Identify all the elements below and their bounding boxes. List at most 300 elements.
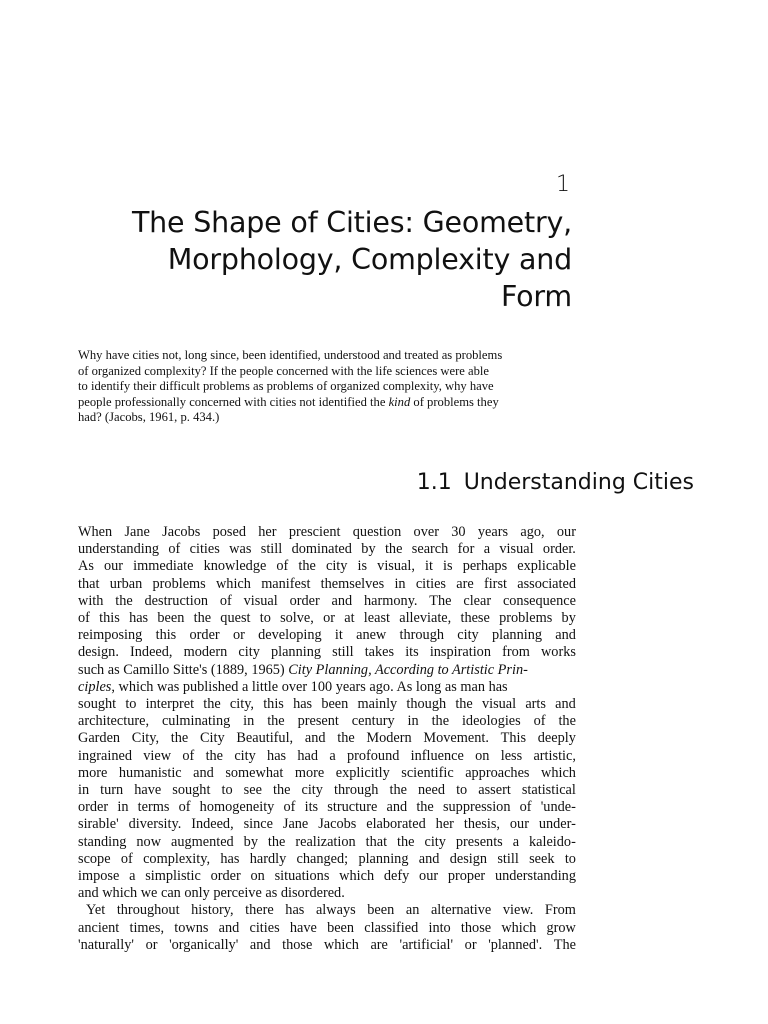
word: of [533,713,546,730]
word: more [294,764,325,781]
epigraph-line [78,395,578,411]
word: the [193,610,212,627]
word: 'planned'. [488,936,543,953]
word: design [449,850,488,867]
word: present [297,713,339,730]
word: 'unde- [540,799,576,816]
word: reimposing [78,627,143,644]
word: associated [517,575,576,592]
word: inspiration [429,644,491,661]
word: city [424,833,446,850]
word: dominated [291,541,352,558]
text-line [78,937,576,954]
word: first [483,575,507,592]
word: the [115,592,133,609]
word: the [203,696,221,713]
word: an [405,902,420,919]
word: city [238,644,260,661]
word: is [357,558,368,575]
word: visual, [377,558,415,575]
word: which [215,575,251,592]
word: planning [358,850,409,867]
word: our [103,558,124,575]
word: artistic, [533,747,576,764]
word: This [500,730,527,747]
word: of [283,799,296,816]
word: which [541,764,576,781]
word: those [460,919,492,936]
word: augmented [170,833,234,850]
word: search [411,541,449,558]
text-line [78,713,576,730]
word: on [250,868,265,885]
word: 'naturally' [78,936,134,953]
word: turn [100,782,124,799]
word: of [276,558,289,575]
text-line [78,920,576,937]
word: and [304,730,326,747]
word: classified [364,919,419,936]
word: the [205,747,224,764]
word: alleviate, [399,610,452,627]
word: suppression [442,799,511,816]
word: clear [463,592,492,609]
word: elaborated [366,816,426,833]
word: the [384,541,403,558]
word: understanding [78,541,159,558]
word: cities [415,575,446,592]
word: its [405,644,419,661]
epigraph-text: people professionally concerned with cities not identified the [78,394,389,409]
word: interpret [145,696,195,713]
word: has [293,696,313,713]
text-line: and which we can only perceive as disordered. [78,885,345,902]
section-number: 1.1 [416,470,452,495]
word: order [210,868,241,885]
text-line [78,868,576,885]
word: influence [410,747,464,764]
word: knowledge [203,558,267,575]
word: themselves [320,575,385,592]
text-line [78,902,576,919]
word: from [502,644,530,661]
text-line [78,782,576,799]
word: assert [478,782,511,799]
epigraph-line: of organized complexity? If the people concerned with the life sciences were able [78,363,489,378]
word: takes [364,644,395,661]
word: hardly [249,850,287,867]
word: been [367,902,395,919]
word: of [78,610,90,627]
chapter-title-line: The Shape of Cities: Geometry, [131,206,572,239]
word: in [78,782,90,799]
word: ago, [520,524,545,540]
word: quest [220,610,251,627]
epigraph-line: had? (Jacobs, 1961, p. 434.) [78,410,220,425]
word: less [500,747,523,764]
word: in [243,713,255,730]
word: the [416,799,434,816]
text-line [78,816,576,833]
word: through [333,782,379,799]
word: When [78,524,113,540]
word: and [418,850,440,867]
word: the [267,833,286,850]
chapter-number: 1 [556,172,570,197]
word: city [234,747,256,764]
word: still [332,644,354,661]
word: Beautiful, [236,730,294,747]
word: years [477,524,509,540]
word: that [78,575,100,592]
word: realization [295,833,356,850]
word: are [456,575,474,592]
word: and [555,627,576,644]
word: more [78,764,108,781]
word: still [260,541,283,558]
text-line [78,748,576,765]
word: city [301,782,323,799]
text-line [78,593,576,610]
word: there [245,902,274,919]
word: humanistic [118,764,182,781]
body-text [78,524,576,954]
word: proper [447,868,486,885]
word: the [455,696,473,713]
word: scope [78,850,111,867]
word: and [249,936,271,953]
word: explicitly [335,764,390,781]
word: and [218,919,240,936]
word: solve, [280,610,314,627]
word: our [419,868,439,885]
word: under- [538,816,576,833]
word: the [337,730,355,747]
word: Yet [86,902,106,919]
word: manifest [261,575,311,592]
word: by [561,610,576,627]
text-line [78,679,576,696]
word: the [431,713,450,730]
word: or [145,936,158,953]
word: over [413,524,439,540]
word: culminating [161,713,231,730]
section-title: Understanding Cities [463,470,694,495]
word: standing [78,833,127,850]
epigraph-line: to identify their difficult problems as problems of organized complexity, why have [78,379,494,394]
word: ancient [78,919,120,936]
word: ideologies [461,713,521,730]
word: the [267,713,285,730]
word: has [285,902,305,919]
word: visual [499,541,534,558]
word: has [220,850,240,867]
word: immediate [133,558,194,575]
word: its [304,799,319,816]
word: modern [183,644,228,661]
text-line [78,851,576,868]
word: always [315,902,356,919]
word: simplistic [145,868,201,885]
word: this [155,627,177,644]
word: or [323,610,335,627]
word: scientific [401,764,454,781]
word: to [125,696,137,713]
word: had [297,747,319,764]
word: changed; [296,850,349,867]
word: 30 [451,524,466,540]
word: 'artificial' [399,936,454,953]
word: terms [137,799,170,816]
word: has [267,747,287,764]
text-run: , which was published a little over 100 years ago. As long as man has [111,678,508,695]
word: defy [383,868,410,885]
word: century [351,713,395,730]
word: arts [525,696,546,713]
text-line [78,524,576,541]
text-line [78,765,576,782]
word: the [558,713,576,730]
word: or [464,936,477,953]
word: developing [258,627,322,644]
word: complexity, [143,850,211,867]
chapter-title-line: Form [501,280,572,313]
word: Garden [78,730,121,747]
word: architecture, [78,713,150,730]
word: the [170,730,189,747]
epigraph-emphasis: kind [388,394,411,409]
word: sought [78,696,117,713]
word: a [512,833,520,850]
book-title: ciples [78,678,112,695]
word: view [143,747,172,764]
word: view. [502,902,534,919]
word: by [361,541,376,558]
word: has [129,610,149,627]
text-line [78,558,576,575]
chapter-title-line: Morphology, Complexity and [167,243,572,276]
word: to [221,782,233,799]
word: prescient [288,524,341,540]
word: see [243,782,262,799]
word: Jacobs [318,816,357,833]
word: explicable [517,558,576,575]
word: problems [152,575,206,592]
book-title: City Planning, According to Artistic Prin- [288,661,528,678]
word: deeply [537,730,576,747]
word: harmony. [364,592,418,609]
word: a [129,868,136,885]
text-line [78,730,576,747]
word: are [370,936,388,953]
word: City, [131,730,160,747]
word: to [259,610,271,627]
word: for [457,541,475,558]
word: Modern [366,730,412,747]
word: consequence [502,592,576,609]
word: understanding [494,868,576,885]
word: anew [356,627,387,644]
word: with [78,592,104,609]
word: it [334,627,343,644]
text-line [78,627,576,644]
word: order [289,592,320,609]
word: The [429,592,452,609]
word: was [229,541,252,558]
word: statistical [521,782,576,799]
word: impose [78,868,120,885]
word: those [282,936,313,953]
word: the [397,833,415,850]
epigraph-text: of problems they [410,394,499,409]
word: visual [481,696,517,713]
word: The [553,936,576,953]
word: structure [327,799,378,816]
word: presents [455,833,503,850]
word: been [327,919,355,936]
word: posed [212,524,246,540]
word: Jane [282,816,309,833]
word: problems [499,610,553,627]
word: From [544,902,576,919]
word: that [365,833,388,850]
word: though [406,696,447,713]
word: of [178,799,191,816]
word: of [120,850,133,867]
word: cities [189,541,220,558]
word: kaleido- [529,833,576,850]
word: Indeed, [130,644,173,661]
word: her [258,524,277,540]
word: at [344,610,355,627]
word: As [78,558,94,575]
word: homogeneity [199,799,275,816]
text-line [78,541,576,558]
text-line [78,610,576,627]
text-run: such as Camillo Sitte's (1889, 1965) [78,661,289,678]
word: sirable' [78,816,119,833]
word: this [99,610,120,627]
text-line [78,576,576,593]
word: Jane [124,524,150,540]
word: alternative [430,902,492,919]
word: the [272,782,291,799]
word: sought [172,782,211,799]
word: in [117,799,129,816]
word: diversity. [128,816,182,833]
word: planning [491,627,542,644]
word: and [386,799,408,816]
word: order [189,627,220,644]
word: which [323,936,359,953]
word: city [457,627,479,644]
word: on [475,747,490,764]
word: of [168,541,181,558]
word: Jacobs [162,524,201,540]
word: to [564,850,576,867]
word: visual [243,592,278,609]
word: by [243,833,258,850]
word: a [483,541,491,558]
word: of [219,592,232,609]
word: situations [274,868,330,885]
word: of [519,799,532,816]
word: have [134,782,162,799]
text-line [78,662,576,679]
word: a [329,747,336,764]
text-line [78,696,576,713]
word: planning [270,644,322,661]
word: her [435,816,454,833]
word: throughout [116,902,180,919]
word: now [136,833,162,850]
word: is [443,558,453,575]
word: cities [249,919,280,936]
word: to [456,782,468,799]
word: in [394,575,406,592]
word: towns [174,919,209,936]
word: ingrained [78,747,132,764]
word: our [509,816,529,833]
word: it [425,558,433,575]
word: and [193,764,214,781]
word: Movement. [423,730,489,747]
word: of [182,747,195,764]
word: Indeed, [191,816,234,833]
word: city, [229,696,255,713]
word: destruction [144,592,209,609]
word: history, [191,902,234,919]
epigraph-quote [78,348,578,426]
word: order. [542,541,576,558]
text-line [78,644,576,661]
word: City [199,730,225,747]
word: somewhat [225,764,284,781]
word: seek [529,850,555,867]
word: urban [109,575,143,592]
text-line [78,799,576,816]
word: need [418,782,446,799]
word: this [263,696,284,713]
word: through [399,627,444,644]
chapter-title [60,204,572,315]
word: since [243,816,273,833]
epigraph-line: Why have cities not, long since, been identified, understood and treated as problems [78,348,503,362]
word: or [232,627,245,644]
word: the [389,782,407,799]
word: perhaps [462,558,508,575]
word: works [540,644,576,661]
word: these [460,610,490,627]
word: been [157,610,185,627]
word: thesis, [463,816,500,833]
text-line [78,834,576,851]
word: mainly [357,696,398,713]
section-heading [300,470,694,495]
word: still [497,850,519,867]
word: into [428,919,451,936]
word: profound [346,747,400,764]
word: the [298,558,316,575]
word: approaches [465,764,530,781]
word: city [325,558,348,575]
word: times, [129,919,165,936]
word: our [556,524,576,540]
word: grow [546,919,576,936]
word: which [501,919,537,936]
word: and [331,592,353,609]
word: in [407,713,419,730]
